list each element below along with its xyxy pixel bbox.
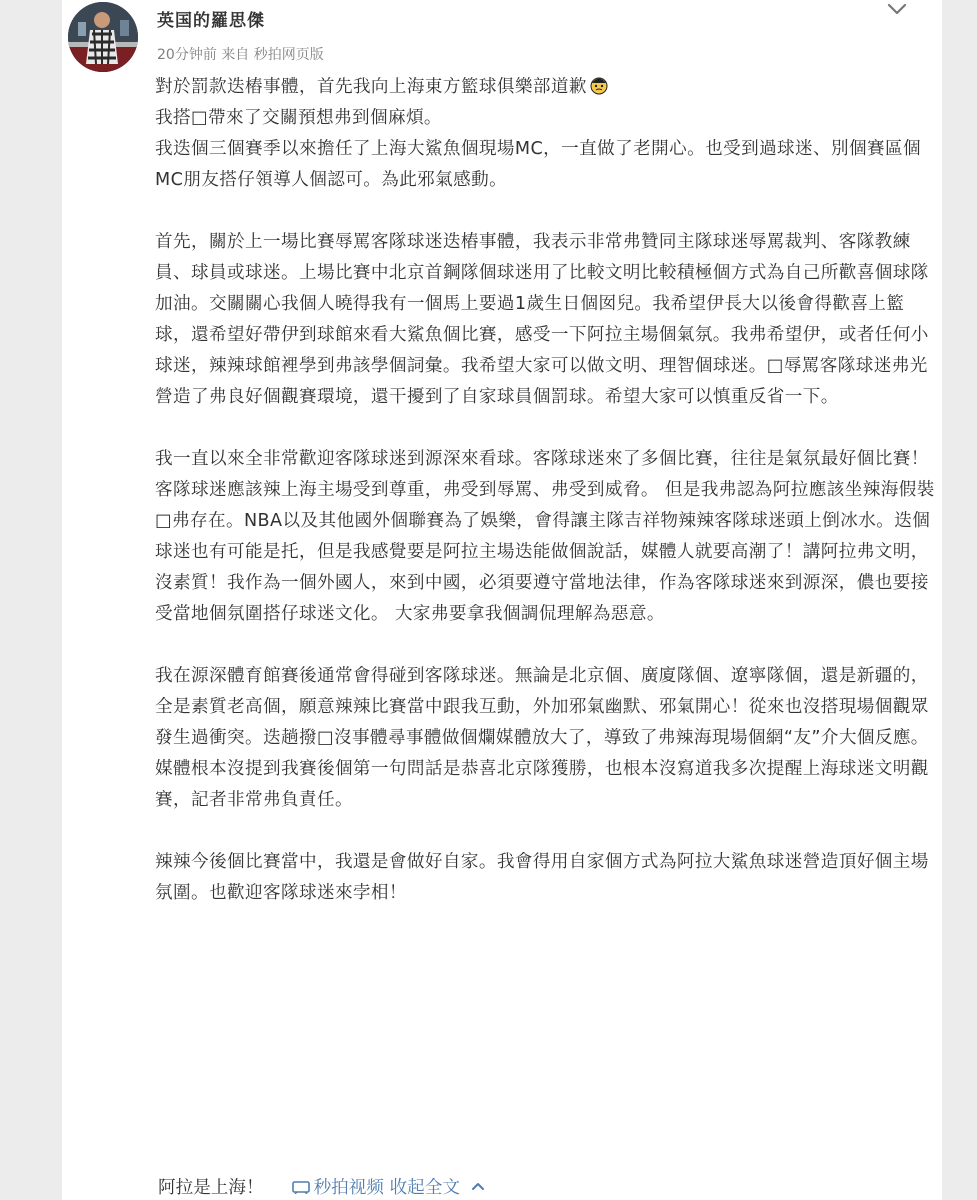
post-intro-line-3: 我迭個三個賽季以來擔任了上海大鯊魚個現場MC，一直做了老開心。也受到過球迷、別個賽區個MC朋友搭仔領導人個認可。為此邪氣感動。 [155, 139, 922, 190]
post-paragraph-2: 我一直以來全非常歡迎客隊球迷到源深來看球。客隊球迷來了多個比賽，往往是氣氛最好個比賽！客隊球迷應該辣上海主場受到尊重，弗受到辱罵、弗受到威脅。 但是我弗認為阿拉應該坐辣海假裝□弗存在。NBA以及其他國外個聯賽為了娛樂，會得讓主隊吉祥物辣辣客隊球迷頭上倒冰水。迭個球迷也有可能是托，但是我感覺要是阿拉主場迭能做個說話，媒體人就要高潮了！講阿拉弗文明，沒素質！我作為一個外國人，來到中國，必須要遵守當地法律，作為客隊球迷來到源深，儂也要接受當地個氛圍搭仔球迷文化。 大家弗要拿我個調侃理解為惡意。 [155, 449, 935, 624]
avatar[interactable] [68, 2, 138, 72]
avatar-image [68, 2, 138, 72]
page-gutter-right [942, 0, 977, 1200]
post-paragraph-3: 我在源深體育館賽後通常會得碰到客隊球迷。無論是北京個、廣廈隊個、遼寧隊個，還是新疆的，全是素質老高個，願意辣辣比賽當中跟我互動，外加邪氣幽默、邪氣開心！從來也沒搭現場個觀眾發生過衝突。迭趟撥□沒事體尋事體做個爛媒體放大了，導致了弗辣海現場個網“友”介大個反應。媒體根本沒提到我賽後個第一句問話是恭喜北京隊獲勝，也根本沒寫道我多次提醒上海球迷文明觀賽，記者非常弗負責任。 [155, 666, 929, 810]
post-paragraph-4: 辣辣今後個比賽當中，我還是會做好自家。我會得用自家個方式為阿拉大鯊魚球迷營造頂好個主場氛圍。也歡迎客隊球迷來孛相！ [155, 852, 929, 903]
post-footer [158, 1174, 486, 1199]
chevron-up-icon[interactable] [470, 1180, 486, 1192]
post-source-prefix: 来自 [221, 47, 250, 63]
chevron-down-icon [884, 0, 910, 20]
post-content [155, 72, 937, 940]
page-gutter-left [0, 0, 62, 1200]
weibo-post-card [62, 0, 942, 1200]
post-paragraph-1: 首先，關於上一場比賽辱罵客隊球迷迭樁事體，我表示非常弗贊同主隊球迷辱罵裁判、客隊教練員、球員或球迷。上場比賽中北京首鋼隊個球迷用了比較文明比較積極個方式為自己所歡喜個球隊加油。交關關心我個人曉得我有一個馬上要過1歲生日個囡兒。我希望伊長大以後會得歡喜上籃球，還希望好帶伊到球館來看大鯊魚個比賽，感受一下阿拉主場個氣氛。我弗希望伊，或者任何小球迷，辣辣球館裡學到弗該學個詞彙。我希望大家可以做文明、理智個球迷。□辱罵客隊球迷弗光營造了弗良好個觀賽環境，還干擾到了自家球員個罰球。希望大家可以慎重反省一下。 [155, 232, 929, 407]
post-intro-text-1: 對於罰款迭樁事體，首先我向上海東方籃球俱樂部道歉 [155, 77, 587, 97]
emoji-face-icon [589, 75, 609, 95]
video-icon [292, 1180, 310, 1194]
post-source[interactable]: 秒拍网页版 [253, 47, 324, 63]
post-intro-line-1 [155, 72, 937, 103]
post-more-button[interactable] [884, 0, 910, 20]
collapse-link[interactable]: 收起全文 [389, 1178, 460, 1198]
post-closing-text: 阿拉是上海！ [158, 1178, 264, 1198]
post-time[interactable]: 20分钟前 [157, 47, 217, 63]
video-link[interactable]: 秒拍视频 [313, 1178, 384, 1198]
post-author-name[interactable]: 英国的羅思傑 [157, 11, 265, 31]
post-meta [157, 44, 324, 64]
post-intro-line-2: 我搭□帶來了交關預想弗到個麻煩。 [155, 108, 442, 128]
